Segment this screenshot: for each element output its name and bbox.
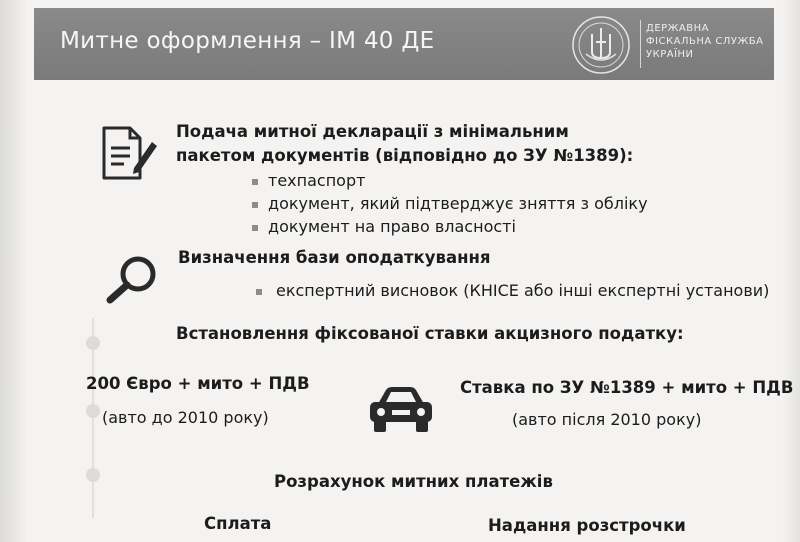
bullet-icon <box>252 179 258 185</box>
list-item: експертний висновок (КНІСЕ або інші експертні установи) <box>276 281 770 300</box>
list-item: документ на право власності <box>268 217 516 236</box>
excise-heading: Встановлення фіксованої ставки акцизного податку: <box>176 324 684 343</box>
declaration-heading-line1: Подача митної декларації з мінімальним <box>176 122 569 141</box>
page-title: Митне оформлення – ІМ 40 ДЕ <box>60 28 435 54</box>
bleed-through-dot <box>86 336 100 350</box>
right-formula: Ставка по ЗУ №1389 + мито + ПДВ <box>460 378 794 397</box>
logo-divider <box>640 20 641 68</box>
car-icon <box>364 384 438 436</box>
bullet-icon <box>252 225 258 231</box>
bullet-icon <box>256 289 262 295</box>
agency-name: ДЕРЖАВНА ФІСКАЛЬНА СЛУЖБА УКРАЇНИ <box>646 23 764 60</box>
left-note: (авто до 2010 року) <box>102 408 269 427</box>
header-banner <box>34 8 774 80</box>
magnifier-icon <box>104 254 164 304</box>
scan-shadow-left <box>0 0 28 542</box>
list-item: техпаспорт <box>268 171 366 190</box>
trident-emblem-icon <box>570 14 632 76</box>
payments-heading: Розрахунок митних платежів <box>274 472 553 491</box>
payment-option-installment: Надання розстрочки <box>488 516 686 535</box>
bullet-icon <box>252 202 258 208</box>
payment-option-pay: Сплата <box>204 514 272 533</box>
bleed-through-dot <box>86 404 100 418</box>
declaration-heading-line2: пакетом документів (відповідно до ЗУ №1389): <box>176 146 634 165</box>
left-formula: 200 Євро + мито + ПДВ <box>86 374 310 393</box>
bleed-through-dot <box>86 468 100 482</box>
tax-base-heading: Визначення бази оподаткування <box>178 248 491 267</box>
scan-shadow-right <box>782 0 800 542</box>
right-note: (авто після 2010 року) <box>512 410 702 429</box>
document-pen-icon <box>100 124 160 182</box>
list-item: документ, який підтверджує зняття з обліку <box>268 194 648 213</box>
